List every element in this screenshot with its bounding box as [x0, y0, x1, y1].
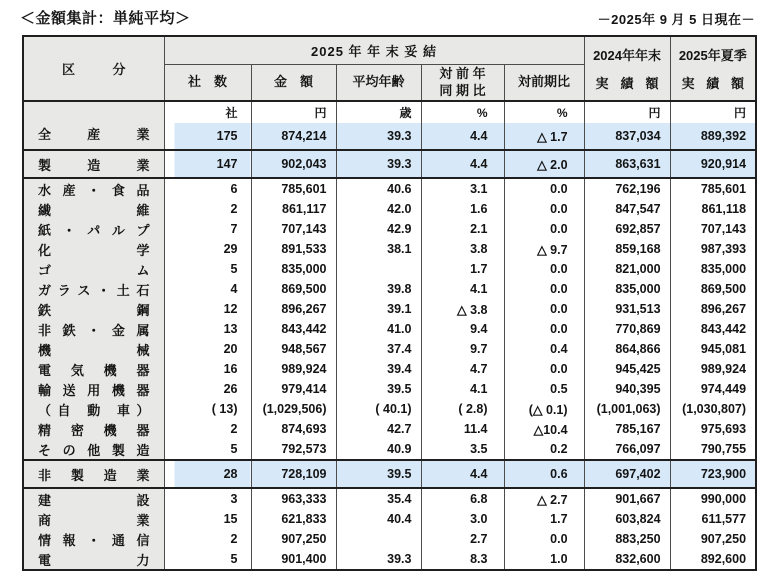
value-cell: 883,250 — [584, 529, 670, 549]
value-cell: ( 40.1) — [336, 399, 421, 419]
value-cell: 39.3 — [336, 549, 421, 570]
value-cell: (1,029,506) — [251, 399, 336, 419]
category-label: 紙 ・ パ ル プ — [38, 222, 150, 238]
value-cell: 611,577 — [670, 509, 756, 529]
table-row — [23, 509, 756, 529]
category-label: 電 気 機 器 — [38, 362, 150, 378]
value-cell: △ 3.8 — [421, 299, 504, 319]
table-body — [23, 101, 756, 570]
value-cell: 0.4 — [504, 339, 584, 359]
table-row — [23, 419, 756, 439]
category-label: そ の 他 製 造 — [38, 442, 150, 458]
value-cell: 4.4 — [421, 123, 504, 150]
value-cell: 847,547 — [584, 199, 670, 219]
value-cell: 5 — [164, 439, 251, 460]
category-cell — [23, 460, 164, 488]
category-label: 製 造 業 — [38, 157, 150, 173]
value-cell: 37.4 — [336, 339, 421, 359]
category-cell — [23, 101, 164, 150]
value-cell: 0.0 — [504, 299, 584, 319]
report-table — [22, 35, 757, 571]
value-cell: 3.1 — [421, 178, 504, 199]
value-cell: 42.9 — [336, 219, 421, 239]
category-label: 非 鉄 ・ 金 属 — [38, 322, 150, 338]
table-row — [23, 178, 756, 199]
category-cell — [23, 299, 164, 319]
value-cell: 790,755 — [670, 439, 756, 460]
value-cell: 0.0 — [504, 199, 584, 219]
value-cell: 869,500 — [670, 279, 756, 299]
header-2024-yearend-line2: 実 績 額 — [595, 76, 659, 91]
table-row — [23, 150, 756, 178]
value-cell: 940,395 — [584, 379, 670, 399]
table-row — [23, 259, 756, 279]
table-row — [23, 199, 756, 219]
value-cell: 2.1 — [421, 219, 504, 239]
value-cell: 39.5 — [336, 379, 421, 399]
table-row — [23, 439, 756, 460]
value-cell: 861,118 — [670, 199, 756, 219]
unit-cell: 歳 — [336, 101, 421, 123]
header-yoy — [421, 65, 504, 102]
category-label: 全 産 業 — [38, 127, 150, 142]
value-cell — [336, 529, 421, 549]
value-cell: 901,667 — [584, 488, 670, 509]
category-label: 機 械 — [38, 342, 150, 358]
category-label: ゴ ム — [38, 262, 150, 278]
category-cell — [23, 399, 164, 419]
value-cell: 3 — [164, 488, 251, 509]
value-cell: 766,097 — [584, 439, 670, 460]
value-cell: 11.4 — [421, 419, 504, 439]
table-header — [23, 36, 756, 101]
table-row — [23, 460, 756, 488]
unit-cell: 円 — [251, 101, 336, 123]
value-cell: 892,600 — [670, 549, 756, 570]
category-cell — [23, 488, 164, 509]
value-cell: 41.0 — [336, 319, 421, 339]
unit-cell: 円 — [584, 101, 670, 123]
category-cell — [23, 439, 164, 460]
value-cell: 835,000 — [251, 259, 336, 279]
value-cell: 762,196 — [584, 178, 670, 199]
header-2025-summer-line1: 2025年夏季 — [678, 48, 747, 63]
header-yoy-line1: 対 前 年 — [439, 66, 486, 82]
value-cell: 20 — [164, 339, 251, 359]
value-cell: 3.5 — [421, 439, 504, 460]
value-cell: 40.6 — [336, 178, 421, 199]
corner-label: 区 分 — [62, 62, 126, 77]
category-label: 建 設 — [38, 492, 150, 508]
value-cell: 0.5 — [504, 379, 584, 399]
value-cell: (1,030,807) — [670, 399, 756, 419]
value-cell: 861,117 — [251, 199, 336, 219]
value-cell: 0.0 — [504, 359, 584, 379]
table-row — [23, 488, 756, 509]
category-cell — [23, 239, 164, 259]
unit-cell: 社 — [164, 101, 251, 123]
units-row — [23, 101, 756, 123]
value-cell: 843,442 — [251, 319, 336, 339]
value-cell: 907,250 — [251, 529, 336, 549]
value-cell: 39.1 — [336, 299, 421, 319]
value-cell: 901,400 — [251, 549, 336, 570]
category-cell — [23, 379, 164, 399]
value-cell: 39.3 — [336, 150, 421, 178]
value-cell: 945,081 — [670, 339, 756, 359]
table-row — [23, 529, 756, 549]
category-label: 水 産 ・ 食 品 — [38, 182, 150, 198]
category-cell — [23, 359, 164, 379]
value-cell: 920,914 — [670, 150, 756, 178]
value-cell: 863,631 — [584, 150, 670, 178]
header-vs-prev-period: 対前期比 — [504, 65, 584, 102]
category-cell — [23, 219, 164, 239]
value-cell: 989,924 — [670, 359, 756, 379]
value-cell: ( 13) — [164, 399, 251, 419]
value-cell: 931,513 — [584, 299, 670, 319]
category-cell — [23, 549, 164, 570]
value-cell: 728,109 — [251, 460, 336, 488]
page-header — [20, 7, 755, 28]
header-2024-yearend-line1: 2024年年末 — [593, 48, 661, 63]
table-row — [23, 319, 756, 339]
value-cell: 39.5 — [336, 460, 421, 488]
header-amount: 金 額 — [251, 65, 336, 102]
value-cell: 7 — [164, 219, 251, 239]
value-cell: 792,573 — [251, 439, 336, 460]
value-cell: 1.6 — [421, 199, 504, 219]
value-cell: (△ 0.1) — [504, 399, 584, 419]
value-cell: 979,414 — [251, 379, 336, 399]
value-cell: 35.4 — [336, 488, 421, 509]
value-cell: 832,600 — [584, 549, 670, 570]
table-row — [23, 239, 756, 259]
category-cell — [23, 529, 164, 549]
value-cell: 0.6 — [504, 460, 584, 488]
category-label: 電 力 — [38, 552, 150, 568]
value-cell: △ 2.0 — [504, 150, 584, 178]
value-cell: 0.0 — [504, 319, 584, 339]
value-cell: 9.7 — [421, 339, 504, 359]
value-cell: 989,924 — [251, 359, 336, 379]
value-cell: 175 — [164, 123, 251, 150]
value-cell: 987,393 — [670, 239, 756, 259]
value-cell: 723,900 — [670, 460, 756, 488]
value-cell: 40.9 — [336, 439, 421, 460]
value-cell: 835,000 — [584, 279, 670, 299]
category-cell — [23, 150, 164, 178]
value-cell: 39.8 — [336, 279, 421, 299]
value-cell: ( 2.8) — [421, 399, 504, 419]
value-cell: 843,442 — [670, 319, 756, 339]
value-cell: △10.4 — [504, 419, 584, 439]
value-cell: 39.3 — [336, 123, 421, 150]
value-cell: 948,567 — [251, 339, 336, 359]
value-cell: 902,043 — [251, 150, 336, 178]
category-label: ガ ラ ス ・ 土 石 — [38, 282, 150, 298]
value-cell: 0.0 — [504, 178, 584, 199]
value-cell: 945,425 — [584, 359, 670, 379]
value-cell: 2 — [164, 419, 251, 439]
value-cell: 0.0 — [504, 279, 584, 299]
value-cell: 621,833 — [251, 509, 336, 529]
value-cell: 821,000 — [584, 259, 670, 279]
value-cell: 907,250 — [670, 529, 756, 549]
value-cell: 4.4 — [421, 460, 504, 488]
value-cell: 9.4 — [421, 319, 504, 339]
page-title: ＜金額集計：単純平均＞ — [20, 10, 191, 27]
corner-header-cell — [23, 36, 164, 101]
value-cell: 770,869 — [584, 319, 670, 339]
value-cell: 8.3 — [421, 549, 504, 570]
table-row — [23, 279, 756, 299]
value-cell: 785,167 — [584, 419, 670, 439]
value-cell: 0.0 — [504, 219, 584, 239]
value-cell: 874,693 — [251, 419, 336, 439]
value-cell: 896,267 — [251, 299, 336, 319]
unit-cell: % — [504, 101, 584, 123]
value-cell: 896,267 — [670, 299, 756, 319]
value-cell: △ 1.7 — [504, 123, 584, 150]
value-cell: 990,000 — [670, 488, 756, 509]
value-cell: 707,143 — [670, 219, 756, 239]
value-cell: 963,333 — [251, 488, 336, 509]
category-label: 輸 送 用 機 器 — [38, 382, 150, 398]
header-2025-summer-line2: 実 績 額 — [681, 76, 745, 91]
header-avg-age: 平均年齢 — [336, 65, 421, 102]
value-cell: 974,449 — [670, 379, 756, 399]
category-cell — [23, 259, 164, 279]
value-cell: 39.4 — [336, 359, 421, 379]
value-cell: 975,693 — [670, 419, 756, 439]
table-row — [23, 399, 756, 419]
value-cell: 0.0 — [504, 529, 584, 549]
table-row — [23, 549, 756, 570]
header-2024-yearend — [584, 36, 670, 101]
value-cell: 4.1 — [421, 379, 504, 399]
value-cell: 6.8 — [421, 488, 504, 509]
value-cell: 603,824 — [584, 509, 670, 529]
value-cell: 29 — [164, 239, 251, 259]
header-2025-summer — [670, 36, 756, 101]
table-row — [23, 339, 756, 359]
value-cell: 707,143 — [251, 219, 336, 239]
value-cell: 5 — [164, 549, 251, 570]
value-cell: 1.7 — [504, 509, 584, 529]
value-cell: 2 — [164, 529, 251, 549]
category-label: 化 学 — [38, 242, 150, 258]
category-label: 繊 維 — [38, 202, 150, 218]
table-row — [23, 219, 756, 239]
value-cell: 38.1 — [336, 239, 421, 259]
category-label: 精 密 機 器 — [38, 422, 150, 438]
value-cell: 891,533 — [251, 239, 336, 259]
value-cell: 3.8 — [421, 239, 504, 259]
table-row — [23, 299, 756, 319]
value-cell: 1.7 — [421, 259, 504, 279]
value-cell: △ 9.7 — [504, 239, 584, 259]
value-cell: 26 — [164, 379, 251, 399]
value-cell: 864,866 — [584, 339, 670, 359]
table-row — [23, 379, 756, 399]
value-cell: 869,500 — [251, 279, 336, 299]
category-label: 商 業 — [38, 512, 150, 528]
value-cell: 6 — [164, 178, 251, 199]
category-cell — [23, 419, 164, 439]
header-companies: 社 数 — [164, 65, 251, 102]
value-cell: △ 2.7 — [504, 488, 584, 509]
category-cell — [23, 279, 164, 299]
value-cell: 16 — [164, 359, 251, 379]
header-row-group — [23, 36, 756, 65]
value-cell: 1.0 — [504, 549, 584, 570]
value-cell: 0.2 — [504, 439, 584, 460]
value-cell: 28 — [164, 460, 251, 488]
value-cell: 147 — [164, 150, 251, 178]
category-label: 非 製 造 業 — [38, 467, 150, 483]
value-cell: 4.1 — [421, 279, 504, 299]
as-of-date: －2025年 9 月 5 日現在－ — [597, 12, 755, 27]
value-cell: 0.0 — [504, 259, 584, 279]
category-cell — [23, 178, 164, 199]
value-cell: 785,601 — [670, 178, 756, 199]
value-cell: 2 — [164, 199, 251, 219]
value-cell: 40.4 — [336, 509, 421, 529]
value-cell: 785,601 — [251, 178, 336, 199]
value-cell: 859,168 — [584, 239, 670, 259]
value-cell: 4.7 — [421, 359, 504, 379]
category-cell — [23, 199, 164, 219]
value-cell: 2.7 — [421, 529, 504, 549]
value-cell: 15 — [164, 509, 251, 529]
value-cell: (1,001,063) — [584, 399, 670, 419]
category-cell — [23, 319, 164, 339]
value-cell: 889,392 — [670, 123, 756, 150]
unit-cell: 円 — [670, 101, 756, 123]
value-cell: 12 — [164, 299, 251, 319]
category-label: （自 動 車） — [38, 402, 150, 418]
value-cell: 835,000 — [670, 259, 756, 279]
category-label: 情 報 ・ 通 信 — [38, 532, 150, 548]
value-cell: 13 — [164, 319, 251, 339]
value-cell: 837,034 — [584, 123, 670, 150]
value-cell: 697,402 — [584, 460, 670, 488]
value-cell: 42.0 — [336, 199, 421, 219]
category-cell — [23, 339, 164, 359]
table-row — [23, 359, 756, 379]
value-cell: 42.7 — [336, 419, 421, 439]
category-label: 鉄 鋼 — [38, 302, 150, 318]
value-cell: 3.0 — [421, 509, 504, 529]
value-cell: 4 — [164, 279, 251, 299]
group-header-2025-yearend: 2025 年 年 末 妥 結 — [164, 36, 584, 65]
value-cell — [336, 259, 421, 279]
value-cell: 5 — [164, 259, 251, 279]
value-cell: 4.4 — [421, 150, 504, 178]
unit-cell: % — [421, 101, 504, 123]
value-cell: 692,857 — [584, 219, 670, 239]
header-yoy-line2: 同 期 比 — [439, 82, 486, 98]
category-cell — [23, 509, 164, 529]
value-cell: 874,214 — [251, 123, 336, 150]
